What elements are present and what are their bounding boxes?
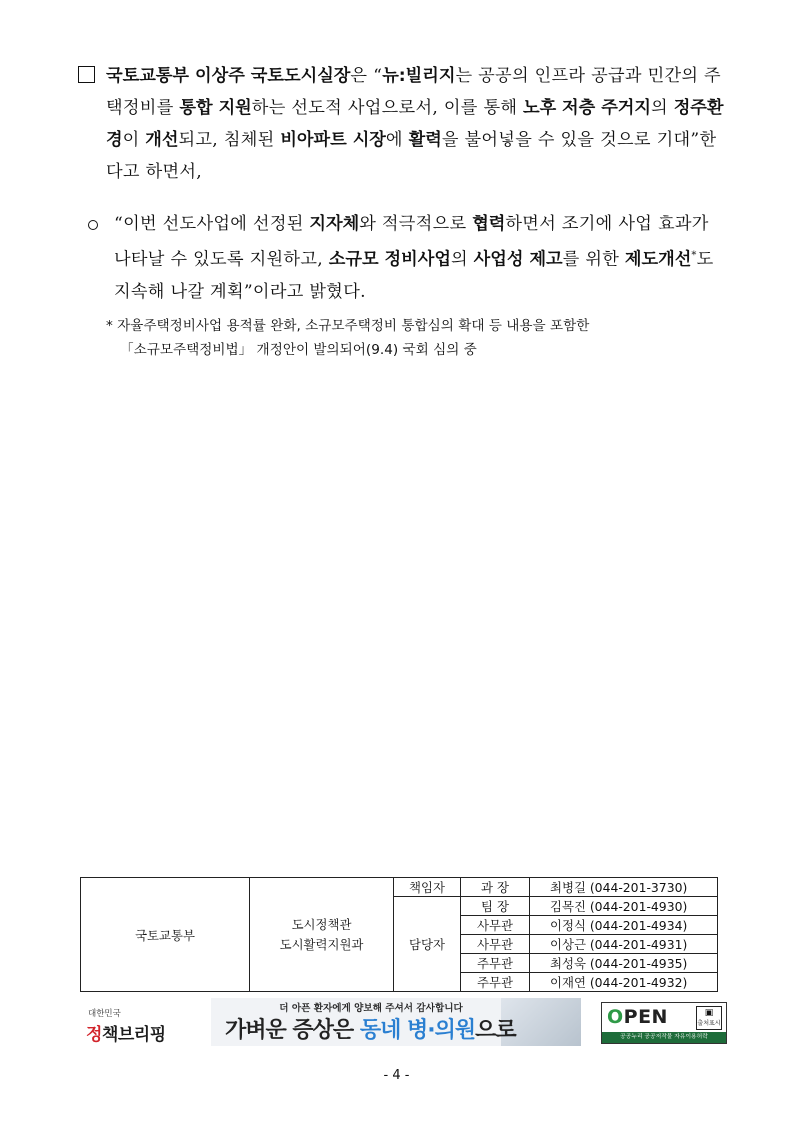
rank-cell: 팀 장 bbox=[461, 897, 530, 916]
rank-cell: 과 장 bbox=[461, 878, 530, 897]
rank-cell: 주무관 bbox=[461, 954, 530, 973]
person-cell: 최병길 (044-201-3730) bbox=[530, 878, 718, 897]
circle-bullet-icon bbox=[88, 220, 98, 230]
emphasis: 비아파트 시장 bbox=[280, 130, 386, 150]
campaign-banner[interactable] bbox=[211, 998, 581, 1046]
department-cell bbox=[250, 878, 394, 992]
emphasis: 개선 bbox=[145, 130, 179, 150]
text: 이 bbox=[122, 130, 146, 150]
open-license-badge[interactable] bbox=[601, 1002, 727, 1044]
logo-wordmark bbox=[86, 1020, 166, 1045]
rank-cell: 사무관 bbox=[461, 935, 530, 954]
banner-title bbox=[225, 1013, 516, 1044]
role-cell: 담당자 bbox=[394, 897, 461, 992]
emphasis: 소규모 정비사업 bbox=[328, 249, 451, 270]
open-wordmark bbox=[607, 1006, 668, 1028]
banner-subtitle: 더 아픈 환자에게 양보해 주셔서 감사합니다 bbox=[279, 1003, 463, 1014]
person-cell: 이정식 (044-201-4934) bbox=[530, 916, 718, 935]
banner-title-part: 가벼운 증상은 bbox=[225, 1018, 360, 1043]
person-cell: 최성욱 (044-201-4935) bbox=[530, 954, 718, 973]
text: 민간의 주택정비를 bbox=[106, 66, 721, 118]
emphasis: 제도개선 bbox=[624, 249, 692, 270]
footnote-line: 「소규모주택정비법」 개정안이 발의되어(9.4) 국회 심의 중 bbox=[120, 342, 477, 358]
emphasis: 사업성 제고 bbox=[473, 249, 563, 270]
department-name: 도시정책관 bbox=[291, 916, 352, 932]
policy-briefing-logo[interactable] bbox=[86, 1004, 186, 1044]
emphasis: 지자체 bbox=[309, 214, 360, 234]
attribution-label: 출처표시 bbox=[697, 1020, 721, 1027]
emphasis: 국토교통부 이상주 국토도시실장 bbox=[106, 66, 351, 86]
text: 의 bbox=[651, 98, 674, 118]
person-cell: 이상근 (044-201-4931) bbox=[530, 935, 718, 954]
rank-cell: 주무관 bbox=[461, 973, 530, 992]
emphasis: 정주환경 bbox=[106, 98, 724, 150]
attribution-icon: ▣ 출처표시 bbox=[696, 1006, 722, 1030]
logo-text: 책브리핑 bbox=[101, 1025, 166, 1045]
text: 위한 bbox=[585, 249, 625, 270]
license-caption: 공공누리 공공저작물 자유이용허락 bbox=[602, 1032, 726, 1043]
department-name: 도시활력지원과 bbox=[279, 936, 364, 952]
text: “이번 선도사업에 선정된 bbox=[114, 214, 310, 234]
page-number: - 4 - bbox=[383, 1068, 410, 1083]
emphasis: 노후 bbox=[523, 98, 557, 118]
text: 은 “ bbox=[350, 66, 383, 86]
footer-banner bbox=[78, 998, 728, 1048]
role-cell: 책임자 bbox=[394, 878, 461, 897]
paragraph-2 bbox=[114, 208, 726, 308]
text: 에 bbox=[385, 130, 409, 150]
text: 도 지속해 나갈 계획”이라고 밝혔다. bbox=[114, 249, 714, 302]
logo-accent: 정 bbox=[86, 1025, 102, 1045]
text: 불어넣을 수 있을 것으로 기대”한다고 하면서, bbox=[106, 130, 717, 182]
rank-cell: 사무관 bbox=[461, 916, 530, 935]
open-letter: O bbox=[607, 1006, 624, 1028]
person-cell: 김목진 (044-201-4930) bbox=[530, 897, 718, 916]
emphasis: 통합 지원 bbox=[179, 98, 252, 118]
emphasis: 활력 bbox=[408, 130, 442, 150]
footnote-mark: * bbox=[691, 250, 697, 261]
emphasis: 뉴:빌리지 bbox=[382, 66, 456, 86]
footnote bbox=[106, 314, 736, 362]
text: 의 bbox=[450, 249, 474, 270]
banner-title-part: 으로 bbox=[475, 1018, 516, 1043]
text: 을 bbox=[441, 130, 459, 150]
text: 하는 선도적 사업으로서, 이를 통해 bbox=[251, 98, 524, 118]
paragraph-1 bbox=[78, 60, 728, 188]
emphasis: 저층 주거지 bbox=[562, 98, 652, 118]
contact-table bbox=[80, 877, 718, 992]
text: 와 적극적으로 bbox=[359, 214, 473, 234]
open-letters: PEN bbox=[623, 1006, 668, 1028]
person-cell: 이재연 (044-201-4932) bbox=[530, 973, 718, 992]
text: 는 공공의 인프라 공급과 bbox=[455, 66, 642, 86]
text: 하면서 조기에 사업 bbox=[505, 214, 653, 234]
logo-caption: 대한민국 bbox=[88, 1009, 121, 1019]
ministry-cell: 국토교통부 bbox=[81, 878, 250, 992]
banner-title-highlight: 동네 병·의원 bbox=[359, 1018, 476, 1043]
footnote-line: * 자율주택정비사업 용적률 완화, 소규모주택정비 통합심의 확대 등 내용을 포함한 bbox=[106, 318, 590, 334]
emphasis: 협력 bbox=[472, 214, 506, 234]
text: 효과가 나타날 수 있도록 지원하고, bbox=[114, 214, 709, 270]
text: 를 bbox=[562, 249, 580, 270]
text: 되고, 침체된 bbox=[178, 130, 281, 150]
